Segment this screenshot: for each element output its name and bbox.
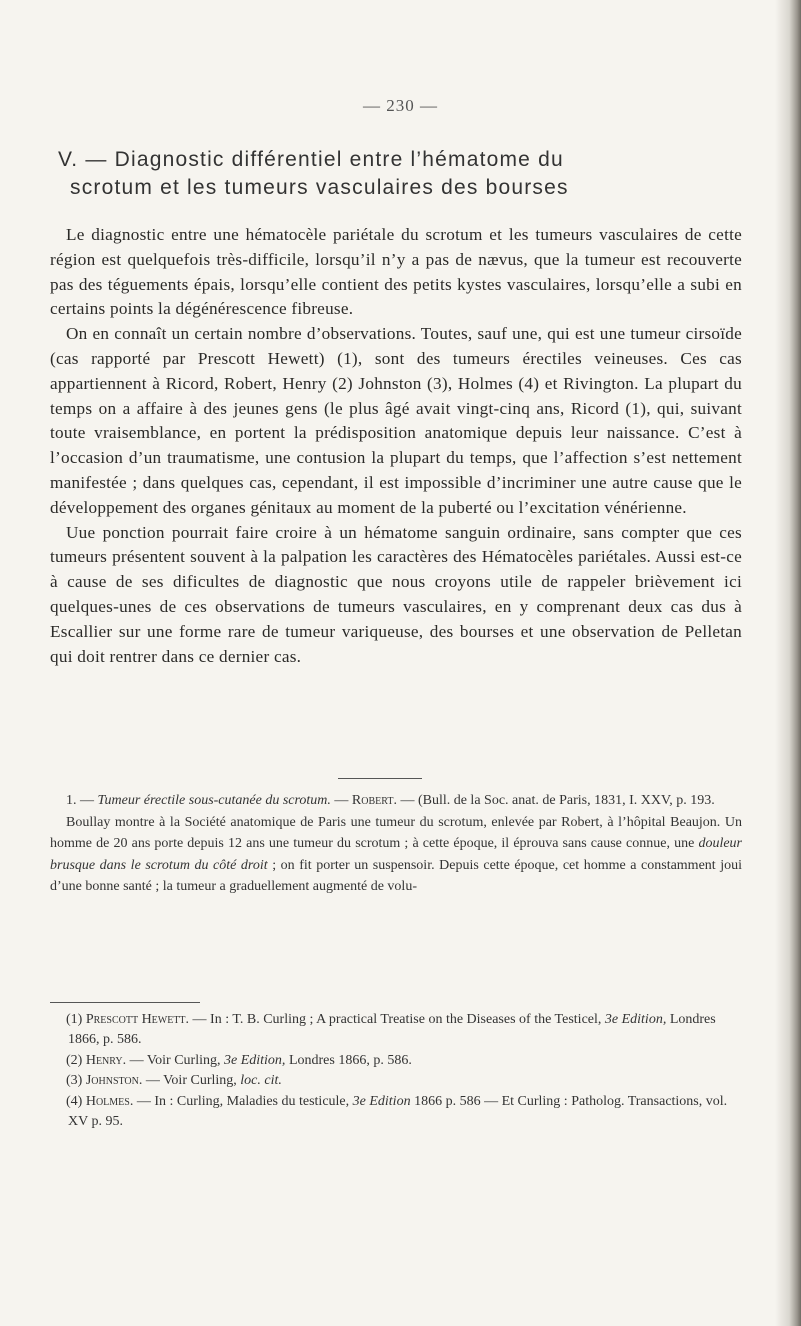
observation-note xyxy=(50,790,742,898)
footnote-text: — Voir Curling, xyxy=(129,1052,221,1068)
observation-text-italic: douleur brusque dans le scrotum du côté droit xyxy=(50,836,743,873)
footnote-4 xyxy=(50,1092,742,1133)
observation-source: — (Bull. de la Soc. anat. de Paris, 1831, I. XXV, p. 193. xyxy=(400,793,715,808)
footnote-2 xyxy=(50,1051,742,1071)
section-divider xyxy=(338,778,422,779)
footnote-text-end: 1866 p. 586 — Et Curling : Patholog. Transactions, vol. XV p. 95. xyxy=(68,1093,728,1130)
footnote-italic: 3e Edition, xyxy=(604,1012,667,1027)
paragraph-2: On en connaît un certain nombre d’observations. Toutes, sauf une, qui est une tumeur cirsoïde (cas rapporté par Prescott Hewett) (1), sont des tumeurs érectiles veineuses. Ces cas appartiennent à Ricord, Robert, Henry (2) Johnston (3), Holmes (4) et Rivington. La plupart du temps on a affaire à des jeunes gens (le plus âgé avait vingt-cinq ans, Ricord (1), qui, suivant toute vraisemblance, en portent la prédisposition anatomique depuis leur naissance. C’est à l’occasion d’un traumatisme, une contusion la plupart du temps, que l’affection s’est nettement manifestée ; dans quelques cas, cependant, il est impossible d’incriminer une autre cause que le développement des organes génitaux au moment de la puberté ou l’excitation vénérienne. xyxy=(50,324,742,517)
footnote-italic: loc. cit. xyxy=(240,1073,282,1089)
footnote-text-end: Londres 1866, p. 586. xyxy=(68,1012,716,1048)
footnotes xyxy=(50,1010,742,1132)
footnote-1 xyxy=(50,1010,742,1051)
body-text xyxy=(50,223,742,669)
footnote-author: Johnston. xyxy=(85,1073,143,1089)
footnote-italic: 3e Edition xyxy=(352,1093,411,1109)
observation-header xyxy=(50,790,742,812)
observation-title: Tumeur érectile sous-cutanée du scrotum. xyxy=(97,793,331,808)
footnote-author: Prescott Hewett. xyxy=(85,1012,190,1027)
observation-text xyxy=(50,812,742,898)
footnote-text: — In : T. B. Curling ; A practical Treatise on the Diseases of the Testicel, xyxy=(192,1012,602,1027)
heading-line-2: scrotum et les tumeurs vasculaires des bourses xyxy=(70,176,569,199)
observation-number: 1. — xyxy=(66,793,94,808)
footnote-author: Holmes. xyxy=(85,1093,134,1109)
page-number: — 230 — xyxy=(363,96,438,115)
footnote-number: (4) xyxy=(66,1093,83,1109)
observation-author: Robert. xyxy=(351,793,397,808)
footnote-number: (3) xyxy=(66,1073,83,1089)
observation-text-after: ; on fit porter un suspensoir. Depuis cette époque, cet homme a constamment joui d’une bonne santé ; la tumeur a graduellement augmenté de volu- xyxy=(50,857,743,894)
footnote-number: (1) xyxy=(66,1012,83,1027)
footnote-italic: 3e Edition, xyxy=(224,1052,286,1068)
footnote-divider xyxy=(50,1002,200,1003)
footnote-number: (2) xyxy=(66,1052,83,1068)
heading-line-1: V. — Diagnostic différentiel entre l’hématome du xyxy=(58,148,564,171)
footnote-author: Henry. xyxy=(85,1052,127,1068)
page-edge-shadow xyxy=(775,0,801,1326)
paragraph-1: Le diagnostic entre une hématocèle pariétale du scrotum et les tumeurs vasculaires de cette région est quelquefois très-difficile, lorsqu’il n’y a pas de nævus, que la tumeur est recouverte pas des téguements épais, lorsqu’elle contient des petits kystes vasculaires, lorsqu’elle a subi en certains points la dégénérescence fibreuse. xyxy=(50,225,742,319)
footnote-3 xyxy=(50,1071,742,1091)
footnote-text-end: Londres 1866, p. 586. xyxy=(288,1052,412,1068)
footnote-text: — Voir Curling, xyxy=(145,1073,237,1089)
footnote-text: — In : Curling, Maladies du testicule, xyxy=(136,1093,350,1109)
observation-dash: — xyxy=(334,793,349,808)
observation-text-before: Boullay montre à la Société anatomique de Paris une tumeur du scrotum, enlevée par Robert, à l’hôpital Beaujon. Un homme de 20 ans porte depuis 12 ans une tumeur du scrotum ; à cette époque, il éprouva sans cause connue, une xyxy=(50,814,742,851)
section-heading xyxy=(58,146,738,202)
paragraph-3: Uue ponction pourrait faire croire à un hématome sanguin ordinaire, sans compter que ces tumeurs présentent souvent à la palpation les caractères des Hématocèles pariétales. Aussi est-ce à cause de ses dificultes de diagnostic que nous croyons utile de rappeler brièvement ici quelques-unes de ces observations de tumeurs vasculaires, en y comprenant deux cas dus à Escallier sur une forme rare de tumeur variqueuse, des bourses et une observation de Pelletan qui doit rentrer dans ce dernier cas. xyxy=(50,522,742,666)
